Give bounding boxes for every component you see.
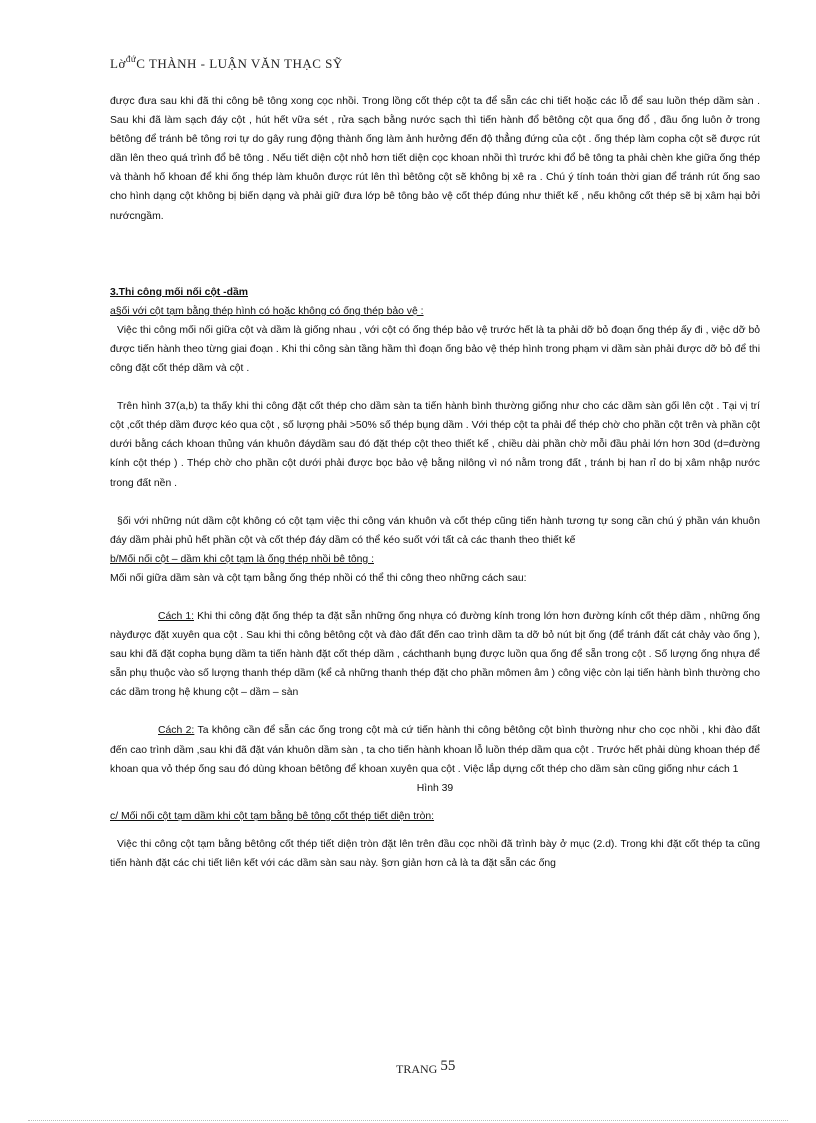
- paragraph-6: Việc thi công cột tạm bằng bêtông cốt thép tiết diện tròn đặt lên trên đầu cọc nhồi đã trình bày ở mục (2.d). Trong khi đặt cốt thép ta cũng tiến hành đặt các chi tiết liên kết với các dầm sàn sau này. §ơn giản hơn cả là ta đặt sẵn các ống: [110, 838, 760, 869]
- page-footer: [396, 1058, 455, 1077]
- case-1-text: Khi thi công đặt ống thép ta đặt sẵn những ống nhựa có đường kính trong lớn hơn đường kính cốt thép dầm , những ống nàyđược đặt xuyên qua cột . Sau khi thi công bêtông cột và đào đất đến cao trình dầm ta dỡ bỏ nút bịt ống (để tránh đất cát chảy vào ống ), sau khi đã đặt copha bụng dầm ta tiến hành đặt cốt thép dầm , cáchthanh bụng được luồn qua ống để sẵn trong cột . Số lượng ống nhựa để sẵn phụ thuộc vào số lượng thanh thép dầm (kể cả những thanh thép đặt cho phần mômen âm ) công việc còn lại tiến hành bình thường cho các dầm trong hệ khung cột – dầm – sàn: [110, 610, 760, 699]
- subheading-b: b/Mối nối cột – dầm khi cột tạm là ống thép nhồi bê tông :: [110, 553, 374, 565]
- figure-caption-39: Hình 39: [416, 782, 454, 794]
- page-body: [110, 92, 760, 873]
- subheading-c: c/ Mối nối cột tạm dầm khi cột tạm bằng bê tông cốt thép tiết diện tròn:: [110, 810, 435, 822]
- header-sup: đứ: [125, 54, 137, 64]
- page-bottom-divider: [28, 1120, 788, 1121]
- case-2-label: Cách 2:: [158, 725, 195, 737]
- case-2-text: Ta không cần để sẵn các ống trong cột mà cứ tiến hành thi công bêtông cột bình thường như cho cọc nhồi , khi đào đất đến cao trình dầm ,sau khi đã đặt ván khuôn dầm sàn , ta cho tiến hành khoan lỗ luồn thép dầm qua cột . Trước hết phải dùng khoan thép để khoan qua vỏ thép ống sau đó dùng khoan bêtông để khoan xuyên qua cột . Việc lắp dựng cốt thép cho dầm sàn cũng giống như cách 1: [110, 725, 760, 775]
- footer-label: TRANG: [396, 1062, 438, 1076]
- section-heading-3: 3.Thi công mối nối cột -dầm: [110, 286, 248, 298]
- running-header: [110, 54, 343, 72]
- case-2-paragraph: [110, 721, 760, 778]
- paragraph-5: Mối nối giữa dầm sàn và cột tạm bằng ống thép nhồi có thể thi công theo những cách sau:: [110, 572, 527, 584]
- subheading-a: a§ối với cột tạm bằng thép hình có hoặc không có ống thép bảo vệ :: [110, 305, 424, 317]
- header-title: C THÀNH - LUẬN VĂN THẠC SỸ: [136, 56, 343, 71]
- paragraph-2: Việc thi công mối nối giữa cột và dầm là giống nhau , với cột có ống thép bảo vệ trước hết là ta phải dỡ bỏ đoạn ống thép ấy đi , việc dỡ bỏ được tiến hành theo từng giai đoạn . Khi thi công sàn tầng hầm thì đoạn ống bảo vệ thép hình trong phạm vi dầm sàn phải được dỡ bỏ để thi công đặt cốt thép dầm và cột .: [110, 324, 760, 375]
- paragraph-3: Trên hình 37(a,b) ta thấy khi thi công đặt cốt thép cho dầm sàn ta tiến hành bình thường giống như cho các dầm sàn gối lên cột . Tại vị trí cột ,cốt thép dầm được kéo qua cột , số lượng phải >50% số thép bụng dầm . Với thép cột ta phải để thép chờ cho phần cột trên và phần cột dưới bằng cách khoan thủng ván khuôn đáydầm sau đó đặt thép cột theo thiết kế , chiều dài phần chờ mỗi đầu phải lớn hơn 30d (d=đường kính cột thép ) . Thép chờ cho phần cột dưới phải được bọc bảo vệ bằng nilông vì nó nằm trong đất , tránh bị han rỉ do bị xâm nhập nước trong đất nền .: [110, 401, 760, 489]
- case-1-label: Cách 1:: [158, 610, 194, 622]
- case-1-paragraph: [110, 607, 760, 702]
- header-prefix: Lờ: [110, 56, 126, 71]
- page-number: 55: [440, 1058, 456, 1074]
- paragraph-4: §ối với những nút dầm cột không có cột tạm việc thi công ván khuôn và cốt thép cũng tiến hành tương tự song cần chú ý phần ván khuôn đáy dầm phải phủ hết phần cột và cốt thép đáy dầm có thể kéo suốt với tất cả các thanh theo thiết kế: [110, 515, 760, 546]
- paragraph-1: được đưa sau khi đã thi công bê tông xong cọc nhồi. Trong lồng cốt thép cột ta để sẵn các chi tiết hoặc các lỗ để sau luồn thép dầm sàn . Sau khi đã làm sạch đáy cột , hút hết vữa sét , rửa sạch bằng nước sạch thì tiến hành đổ bêtông cột qua ống đổ , đầu ống luôn ở trong bêtông để tránh bê tông rơi tự do gây rung động thành ống làm ảnh hưởng đến độ thẳng đứng của cột . ống thép làm copha cột sẽ được rút dần lên theo quá trình đổ bê tông . Nếu tiết diện cột nhỏ hơn tiết diện cọc khoan nhồi thì trước khi đổ bê tông ta phải chèn khe giữa ống thép và thành hố khoan để khi ống thép làm khuôn được rút lên thì bêtông cột sẽ không bị xê ra . Chú ý tính toán thời gian để tránh rút ống sao cho hình dạng cột không bị biến dạng và phải giữ đưa lớp bê tông bảo vệ cốt thép đúng như thiết kế , nếu không cốt thép sẽ bị xâm hại bởi nướcngầm.: [110, 96, 760, 222]
